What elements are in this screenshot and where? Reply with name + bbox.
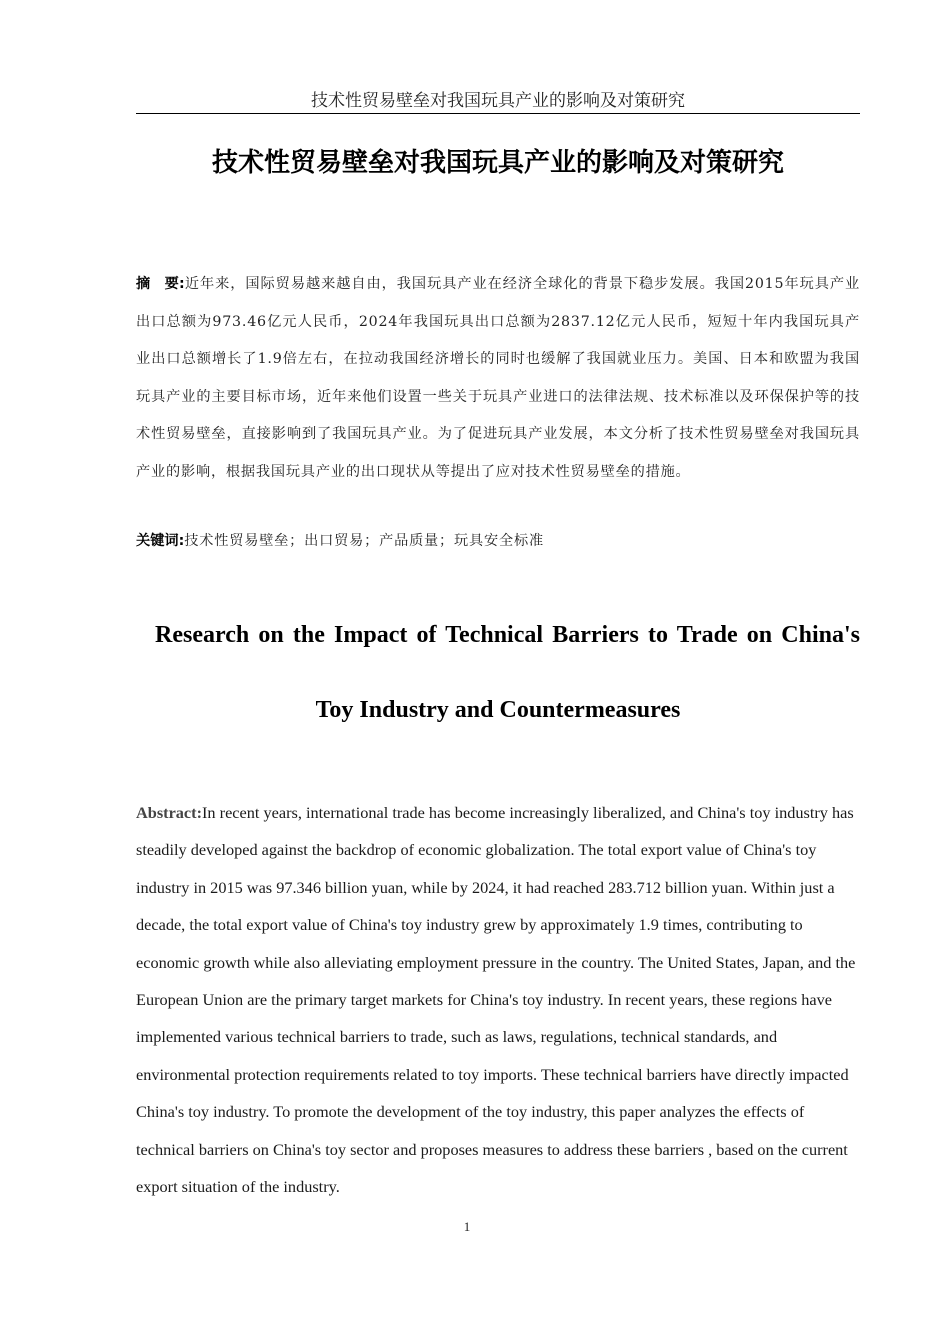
english-title-line-2: Toy Industry and Countermeasures	[315, 697, 681, 723]
running-header: 技术性贸易壁垒对我国玩具产业的影响及对策研究	[311, 91, 685, 111]
chinese-keywords	[136, 524, 860, 558]
chinese-abstract-label: 摘 要:	[136, 276, 185, 292]
header-rule	[136, 113, 860, 114]
chinese-title: 技术性贸易壁垒对我国玩具产业的影响及对策研究	[211, 148, 784, 178]
english-abstract	[136, 794, 862, 1205]
chinese-keywords-label: 关键词:	[136, 533, 185, 549]
chinese-abstract-text: 近年来，国际贸易越来越自由，我国玩具产业在经济全球化的背景下稳步发展。我国2015年玩具产业出口总额为973.46亿元人民币，2024年我国玩具出口总额为2837.12亿元人民币，短短十年内我国玩具产业出口总额增长了1.9倍左右，在拉动我国经济增长的同时也缓解了我国就业压力。美国、日本和欧盟为我国玩具产业的主要目标市场，近年来他们设置一些关于玩具产业进口的法律法规、技术标准以及环保保护等的技术性贸易壁垒，直接影响到了我国玩具产业。为了促进玩具产业发展，本文分析了技术性贸易壁垒对我国玩具产业的影响，根据我国玩具产业的出口现状从等提出了应对技术性贸易壁垒的措施。	[136, 276, 860, 480]
chinese-abstract	[136, 266, 860, 491]
chinese-keywords-text: 技术性贸易壁垒；出口贸易；产品质量；玩具安全标准	[184, 533, 544, 549]
english-title	[136, 598, 860, 748]
page-number: 1	[463, 1219, 471, 1234]
english-abstract-label: Abstract:	[136, 803, 203, 822]
english-title-line-1: Research on the Impact of Technical Barriers to Trade on China's	[155, 622, 860, 648]
english-abstract-text: In recent years, international trade has become increasingly liberalized, and China's toy industry has steadily developed against the backdrop of economic globalization. The total export value of China's toy industry in 2015 was 97.346 billion yuan, while by 2024, it had reached 283.712 billion yuan. Within just a decade, the total export value of China's toy industry grew by approximately 1.9 times, contributing to economic growth while also alleviating employment pressure in the country. The United States, Japan, and the European Union are the primary target markets for China's toy industry. In recent years, these regions have implemented various technical barriers to trade, such as laws, regulations, technical standards, and environmental protection requirements related to toy imports. These technical barriers have directly impacted China's toy industry. To promote the development of the toy industry, this paper analyzes the effects of technical barriers on China's toy sector and proposes measures to address these barriers , based on the current export situation of the industry.	[136, 803, 856, 1197]
